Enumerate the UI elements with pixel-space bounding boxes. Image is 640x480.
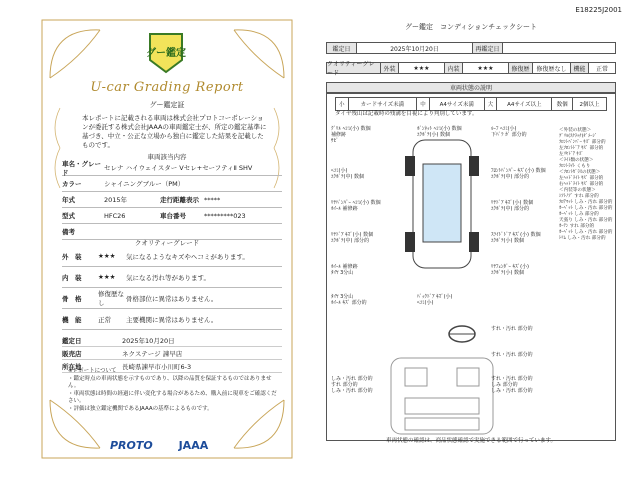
exterior-label-1: ﾎﾞﾝﾈｯﾄ ﾍｺﾐ(小) 数個 ｴｸﾎﾞﾃ(小) 数個 <box>417 126 462 138</box>
exterior-label-12: ﾊﾞｯｸﾄﾞｱ ｷｽﾞ(小) ﾍｺﾐ(小) <box>417 294 453 306</box>
report-notes: ※レポートについて ・鑑定時点の車両状態を示すものであり、以降の品質を保証するものではありません。 ・車両状態は時間の経過に伴い変化する場合があるため、購入前に現車をご確認ください。 ・評価は独立鑑定機関であるJAAAの基準によるものです。 <box>68 368 277 412</box>
check-date: 2025年10月20日 <box>357 43 473 53</box>
exterior-label-11: ﾀｲﾔ 3分山 ﾎｲｰﾙ ｷｽﾞ 部分的 <box>331 294 367 306</box>
exterior-label-10: ﾘﾔﾌｪﾝﾀﾞｰ ｷｽﾞ(小) ｴｸﾎﾞﾃ(小) 数個 <box>491 264 529 276</box>
interior-label-0: すれ・汚れ 部分的 <box>491 326 533 332</box>
check-sheet-title: グー鑑定 コンディションチェックシート <box>404 23 538 31</box>
exterior-label-8: ｽﾗｲﾄﾞﾄﾞｱ ｷｽﾞ(小) 数個 ｴｸﾎﾞﾃ(小) 数個 <box>491 232 541 244</box>
grade-row: クオリティーグレード 外装 ★★★ 内装 ★★★ 修復歴 修復歴なし 機能 正常 <box>326 62 616 74</box>
grade-row-function: 機 能 正常 主要機関に異常はありません。 <box>62 309 282 330</box>
brand-logos <box>110 439 208 452</box>
dealer-info-table: 鑑定日 2025年10月20日 販売店 ネクステージ 諫早店 所在地 長崎県諫早市小川町6-3 <box>62 334 282 373</box>
exterior-label-3: ﾍｺﾐ(小) ｴｸﾎﾞﾃ(中) 数個 <box>331 168 364 180</box>
grading-certificate <box>40 18 294 460</box>
tire-note: タイヤ残山は記載時の残溝を目視により判別しています。 <box>335 111 478 117</box>
section-title: 車両状態の説明 <box>326 82 616 93</box>
jaaa-logo: JAAA <box>178 439 209 452</box>
document-id: E18225J2001 <box>575 6 622 14</box>
condition-legend: ＜外装の状態＞ ｸﾞﾘﾙ(ｽｸﾗｯﾁ)ﾀﾞﾒｰｼﾞ ﾌﾛﾝﾄﾊﾞﾝﾊﾟｰ ｷｽﾞ 部分的 左ﾌﾛﾝﾄﾄﾞｱ ｷｽﾞ 部分的 左ﾘﾔﾄﾞｱ ｷｽﾞ ＜ﾗｲﾄ類の状態＞ ﾌﾛﾝﾄﾗｲﾄ くもり ＜ﾌﾛﾝﾄｶﾞﾗｽの状態＞ 左ﾍｯﾄﾞﾗｲﾄ ｷｽﾞ 部分的 右ﾍｯﾄﾞﾗｲﾄ ｷｽﾞ 部分的 ＜内装等の状態＞ ｼﾌﾄﾉﾌﾞ すれ 部分的 ﾌﾛｱﾏｯﾄ しみ・汚れ 部分的 ｶｰﾍﾟｯﾄ しみ・汚れ 部分的 ｶｰﾍﾟｯﾄ しみ 部分的 天張り しみ・汚れ 部分的 ｶｰﾃﾝ すれ 部分的 ｶｰﾍﾟｯﾄ しみ・汚れ 部分的 ﾄﾘﾑ しみ・汚れ 部分的 <box>559 128 613 241</box>
condition-check-sheet <box>320 6 622 462</box>
vehicle-info-table: 車名・グレード セレナ ハイウェイスター Vセレ+セーフティⅡ SHV カラー シャイニングブルー（PM） 年式 2015年 走行距離表示 ***** 型式 HFC26 車台番号 *********023 備考 <box>62 160 282 240</box>
exterior-label-7: ﾘﾔﾄﾞｱ ｷｽﾞ(小) 数個 ｴｸﾎﾞﾃ(中) 部分的 <box>331 232 374 244</box>
car-interior-diagram <box>387 354 497 438</box>
steering-wheel-icon <box>447 324 477 344</box>
report-subtitle: グー鑑定証 <box>149 101 185 109</box>
quality-grade-table <box>62 246 282 330</box>
report-description: 本レポートに記載される車両は株式会社プロトコーポレーションが委託する株式会社JAAAの車両鑑定士が、所定の鑑定基準に基づき、中立・公正な立場から独自に鑑定した結果を記載したものです。 <box>82 114 267 149</box>
grade-header: クオリティーグレード <box>134 239 200 247</box>
vehicle-mileage: ***** <box>204 195 221 204</box>
vehicle-model: HFC26 <box>104 211 126 220</box>
vehicle-header: 車両該当内容 <box>147 153 187 161</box>
car-top-view-diagram <box>399 134 485 274</box>
proto-logo: PROTO <box>110 439 153 452</box>
interior-label-1: すれ・汚れ 部分的 <box>491 352 533 358</box>
size-legend-table: 小 カードサイズ未満 中 A4サイズ未満 大 A4サイズ以上 数個 2個以上 <box>335 97 607 111</box>
interior-label-2: しみ・汚れ 部分的 すれ 部分的 しみ・汚れ 部分的 <box>331 376 373 394</box>
dealer-name: ネクステージ 諫早店 <box>122 349 183 358</box>
inspection-date: 2025年10月20日 <box>122 336 175 345</box>
vehicle-color: シャイニングブルー（PM） <box>104 180 185 188</box>
date-row: 鑑定日 2025年10月20日 再鑑定日 <box>326 42 616 54</box>
exterior-label-0: ｸﾞﾘﾙ ﾍｺﾐ(小) 数個 補修跡 ｻﾋﾞ <box>331 126 371 144</box>
vehicle-name: セレナ ハイウェイスター Vセレ+セーフティⅡ SHV <box>104 164 253 172</box>
vehicle-year: 2015年 <box>104 196 128 204</box>
grade-row-interior: 内 装 ★★★ 気になる汚れ等があります。 <box>62 267 282 288</box>
exterior-label-6: ﾘﾔﾄﾞｱ ｷｽﾞ(小) 数個 ｴｸﾎﾞﾃ(中) 部分的 <box>491 200 534 212</box>
interior-label-3: すれ・汚れ 部分的 しみ 部分的 しみ・汚れ 部分的 <box>491 376 533 394</box>
exterior-label-9: ﾎｲｰﾙ 補修跡 ﾀｲﾔ 3分山 <box>331 264 358 276</box>
report-title: U-car Grading Report <box>90 80 244 95</box>
exterior-label-5: ﾘﾔﾊﾞﾝﾊﾟｰ ﾍｺﾐ(小) 数個 ﾎｲｰﾙ 補修跡 <box>331 200 381 212</box>
goo-kantei-logo: グー鑑定 <box>144 30 188 74</box>
vehicle-vin: *********023 <box>204 211 246 220</box>
grade-row-frame: 骨 格 修復歴なし 骨格部位に異常はありません。 <box>62 288 282 309</box>
exterior-label-4: ﾌﾛﾝﾄﾊﾞﾝﾊﾟｰ ｷｽﾞ(小) 数個 ｴｸﾎﾞﾃ(中) 部分的 <box>491 168 546 180</box>
exterior-label-2: ﾙｰﾌ ﾍｺﾐ(小) 下ﾊﾞﾗ ｶﾞ 部分的 <box>491 126 527 138</box>
memo-label: 備考 <box>62 228 75 236</box>
dealer-address: 長崎県諫早市小川町6-3 <box>122 362 192 371</box>
check-sheet-footer: 車両状態の確認は、商品状態確認で実施できる範囲で行っています。 <box>385 438 557 444</box>
condition-diagram-panel <box>326 93 616 441</box>
grade-row-exterior: 外 装 ★★★ 気になるようなキズやヘコミがあります。 <box>62 246 282 267</box>
